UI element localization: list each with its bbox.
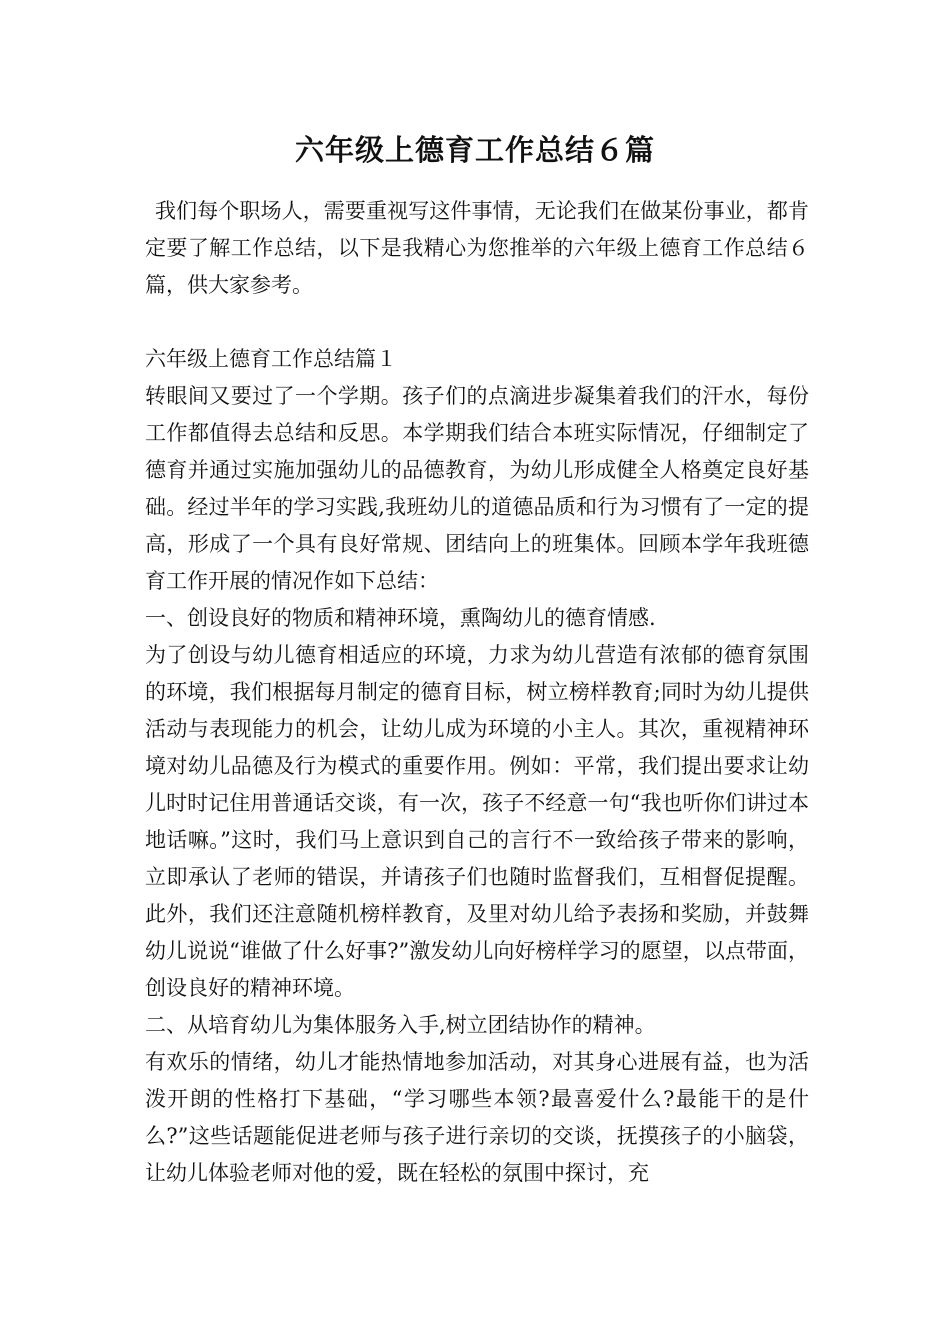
document-body [145,193,809,1192]
body-paragraph: 转眼间又要过了一个学期。孩子们的点滴进步凝集着我们的汗水，每份工作都值得去总结和反思。本学期我们结合本班实际情况，仔细制定了德育并通过实施加强幼儿的品德教育，为幼儿形成健全人格奠定良好基础。经过半年的学习实践,我班幼儿的道德品质和行为习惯有了一定的提高，形成了一个具有良好常规、团结向上的班集体。回顾本学年我班德育工作开展的情况作如下总结： [145,384,809,593]
body-paragraph: 为了创设与幼儿德育相适应的环境，力求为幼儿营造有浓郁的德育氛围的环境，我们根据每月制定的德育目标，树立榜样教育;同时为幼儿提供活动与表现能力的机会，让幼儿成为环境的小主人。其次，重视精神环境对幼儿品德及行为模式的重要作用。例如：平常，我们提出要求让幼儿时时记住用普通话交谈，有一次，孩子不经意一句“我也听你们讲过本地话嘛。”这时，我们马上意识到自己的言行不一致给孩子带来的影响，立即承认了老师的错误，并请孩子们也随时监督我们，互相督促提醒。此外，我们还注意随机榜样教育，及里对幼儿给予表扬和奖励，并鼓舞幼儿说说“谁做了什么好事?”激发幼儿向好榜样学习的愿望，以点带面，创设良好的精神环境。 [145,643,809,1000]
document-title: 六年级上德育工作总结６篇 [294,133,655,167]
subheading-2: 二、从培育幼儿为集体服务入手,树立团结协作的精神。 [145,1013,656,1037]
subheading-1: 一、创设良好的物质和精神环境，熏陶幼儿的德育情感. [145,606,656,630]
paragraph-spacer [145,304,809,341]
section-heading: 六年级上德育工作总结篇１ [145,347,397,371]
body-paragraph: 有欢乐的情绪，幼儿才能热情地参加活动，对其身心进展有益，也为活泼开朗的性格打下基础，“学习哪些本领?最喜爱什么?最能干的是什么?”这些话题能促进老师与孩子进行亲切的交谈，抚摸孩子的小脑袋，让幼儿体验老师对他的爱，既在轻松的氛围中探讨，充 [145,1050,809,1185]
intro-paragraph: 我们每个职场人，需要重视写这件事情，无论我们在做某份事业，都肯定要了解工作总结，以下是我精心为您推举的六年级上德育工作总结６篇，供大家参考。 [145,199,809,297]
